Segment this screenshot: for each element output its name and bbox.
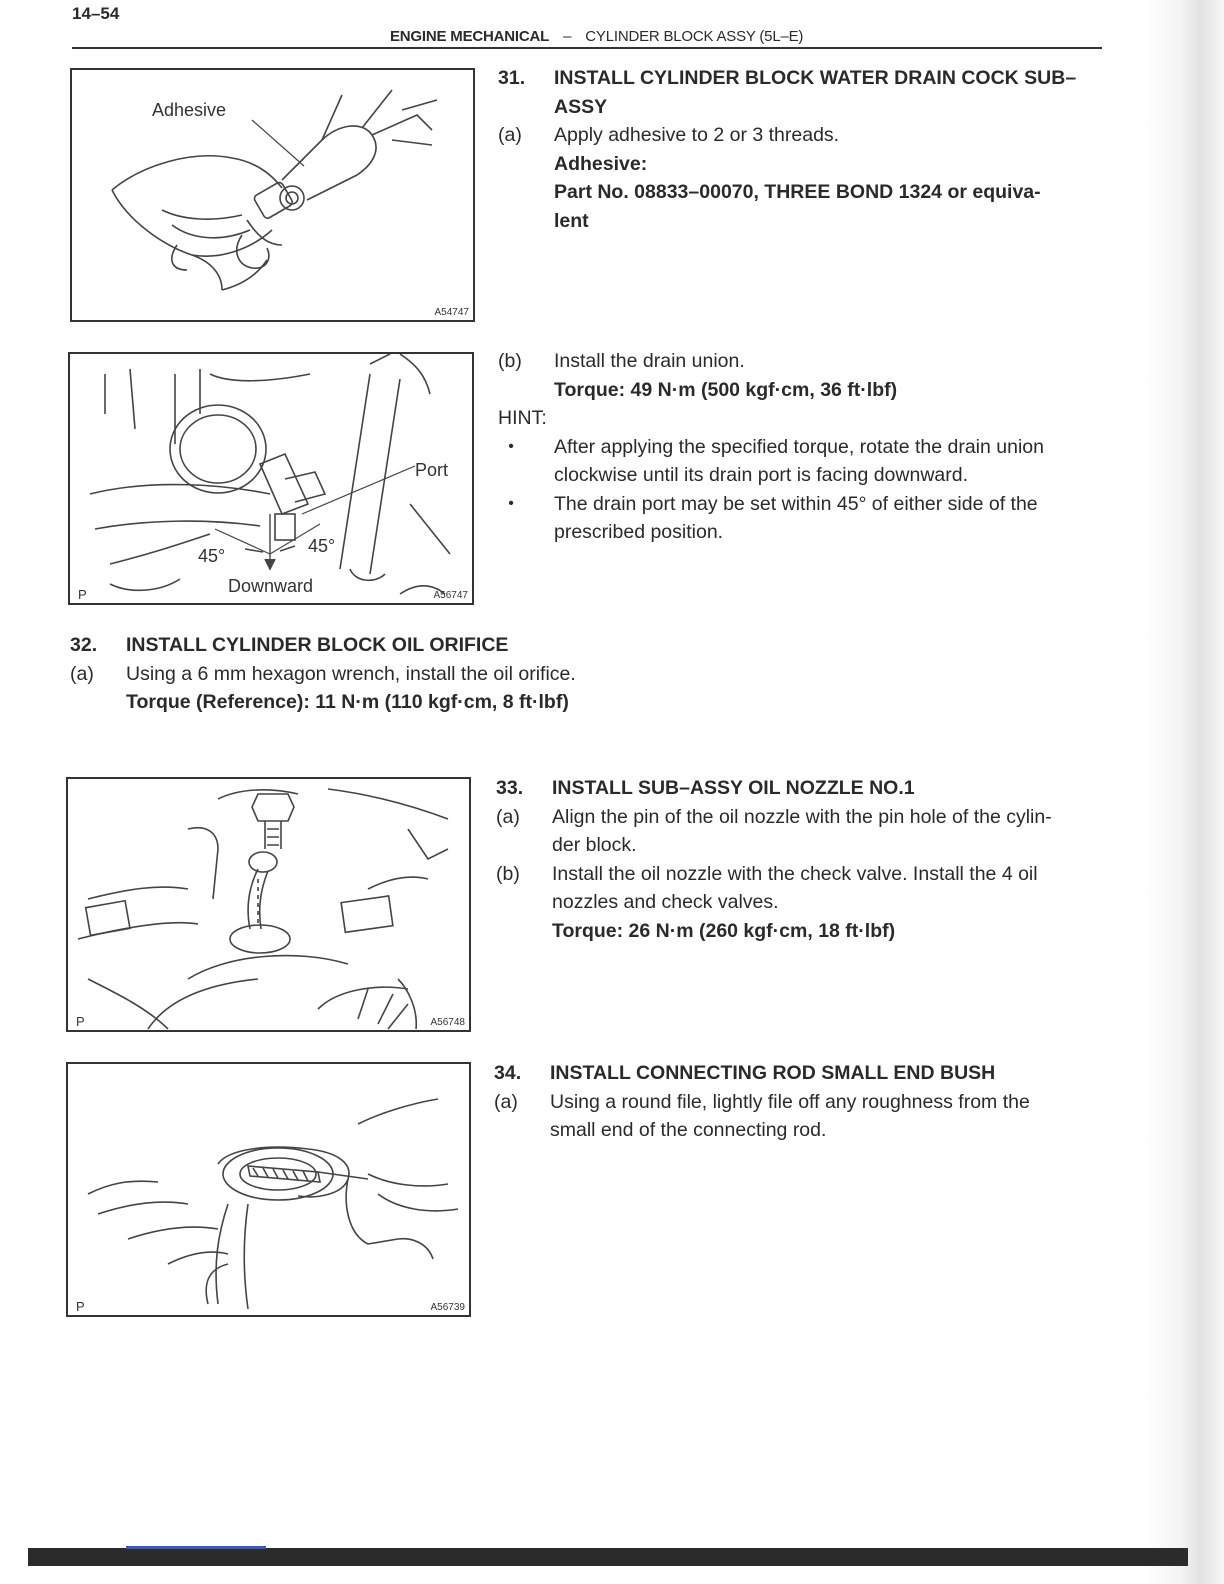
figure-round-file — [66, 1062, 471, 1317]
figure-code: A56739 — [430, 1302, 465, 1313]
scan-blue-mark — [126, 1546, 266, 1549]
adhesive-label: Adhesive: — [554, 152, 648, 175]
step-31b-row — [498, 347, 1110, 376]
figure-oil-nozzle — [66, 777, 471, 1032]
step-31b — [498, 347, 1110, 547]
step-33a-line2: der block. — [552, 834, 637, 856]
step-31-title: INSTALL CYLINDER BLOCK WATER DRAIN COCK SUB–ASSY — [554, 67, 1077, 118]
step-33-number: 33. — [496, 777, 524, 799]
hint-item-1 — [498, 433, 1110, 490]
step-31b-label: (b) — [498, 350, 522, 372]
step-33-title: INSTALL SUB–ASSY OIL NOZZLE NO.1 — [552, 777, 915, 799]
step-34-title: INSTALL CONNECTING ROD SMALL END BUSH — [550, 1062, 996, 1084]
step-34-number: 34. — [494, 1062, 522, 1084]
adhesive-spec-line2: lent — [554, 209, 589, 232]
step-33a-label: (a) — [496, 805, 520, 828]
step-33b-label: (b) — [496, 862, 520, 885]
hint-item-2 — [498, 490, 1110, 547]
step-34a — [494, 1088, 1110, 1145]
round-file-drawing — [68, 1064, 471, 1317]
figure-adhesive — [70, 68, 475, 322]
step-31a-label: (a) — [498, 124, 522, 146]
step-32-torque: Torque (Reference): 11 N·m (110 kgf·cm, 8 ft·lbf) — [126, 691, 569, 713]
step-32-heading — [70, 631, 870, 660]
header-rule — [72, 47, 1102, 49]
step-34a-label: (a) — [494, 1090, 518, 1113]
header-subsection: CYLINDER BLOCK ASSY (5L–E) — [585, 28, 804, 45]
figure-code: A56748 — [430, 1017, 465, 1028]
step-34-heading — [494, 1059, 1110, 1088]
hint-1-line2: clockwise until its drain port is facing downward. — [554, 464, 969, 486]
running-header — [390, 28, 803, 45]
drain-union-drawing — [70, 354, 474, 605]
step-31-number: 31. — [498, 67, 526, 89]
step-32 — [70, 631, 870, 717]
oil-nozzle-drawing — [68, 779, 471, 1032]
step-33 — [496, 774, 1110, 945]
step-32a-text: Using a 6 mm hexagon wrench, install the oil orifice. — [126, 662, 576, 685]
step-31b-torque: Torque: 49 N·m (500 kgf·cm, 36 ft·lbf) — [554, 378, 898, 401]
figure-code: A54747 — [434, 307, 469, 318]
header-separator: – — [563, 28, 572, 45]
step-32a-label: (a) — [70, 662, 94, 685]
step-32-title: INSTALL CYLINDER BLOCK OIL ORIFICE — [126, 634, 509, 656]
callout-45-right: 45° — [308, 536, 336, 556]
figure-label: P — [76, 1014, 85, 1029]
step-31-heading — [498, 64, 1110, 121]
adhesive-spec-line1: Part No. 08833–00070, THREE BOND 1324 or equiva- — [554, 181, 1041, 203]
step-33b — [496, 860, 1110, 917]
figure-drain-union — [68, 352, 474, 605]
step-33a-line1: Align the pin of the oil nozzle with the pin hole of the cylin- — [552, 805, 1052, 828]
step-33-torque: Torque: 26 N·m (260 kgf·cm, 18 ft·lbf) — [552, 919, 896, 942]
adhesive-drawing — [72, 70, 475, 322]
hint-1-line1: After applying the specified torque, rotate the drain union — [554, 435, 1044, 458]
bullet-icon: • — [508, 437, 514, 455]
step-32a — [70, 660, 870, 689]
callout-downward: Downward — [228, 576, 314, 596]
step-31b-text: Install the drain union. — [554, 350, 745, 372]
step-33a — [496, 803, 1110, 860]
step-34a-line1: Using a round file, lightly file off any roughness from the — [550, 1090, 1030, 1113]
step-33b-line1: Install the oil nozzle with the check valve. Install the 4 oil — [552, 862, 1038, 885]
scan-bottom-edge — [28, 1548, 1188, 1566]
step-31 — [498, 64, 1110, 235]
callout-port: Port — [415, 460, 449, 480]
hint-2-line1: The drain port may be set within 45° of either side of the — [554, 492, 1038, 515]
step-33b-line2: nozzles and check valves. — [552, 891, 779, 913]
page-number: 14–54 — [72, 4, 120, 23]
step-31a-text: Apply adhesive to 2 or 3 threads. — [554, 124, 840, 146]
step-31a — [498, 121, 1110, 150]
figure-label: P — [76, 1299, 85, 1314]
step-34a-line2: small end of the connecting rod. — [550, 1119, 827, 1141]
figure-label: P — [78, 587, 87, 602]
step-32-number: 32. — [70, 634, 98, 656]
figure-code: A56747 — [433, 590, 468, 601]
callout-45-left: 45° — [198, 546, 226, 566]
hint-label: HINT: — [498, 407, 547, 429]
step-34 — [494, 1059, 1110, 1145]
callout-adhesive: Adhesive — [152, 100, 227, 120]
header-section: ENGINE MECHANICAL — [390, 28, 550, 45]
step-33-heading — [496, 774, 1110, 803]
page-edge-shadow — [1144, 0, 1224, 1584]
bullet-icon: • — [508, 494, 514, 512]
hint-2-line2: prescribed position. — [554, 521, 724, 543]
